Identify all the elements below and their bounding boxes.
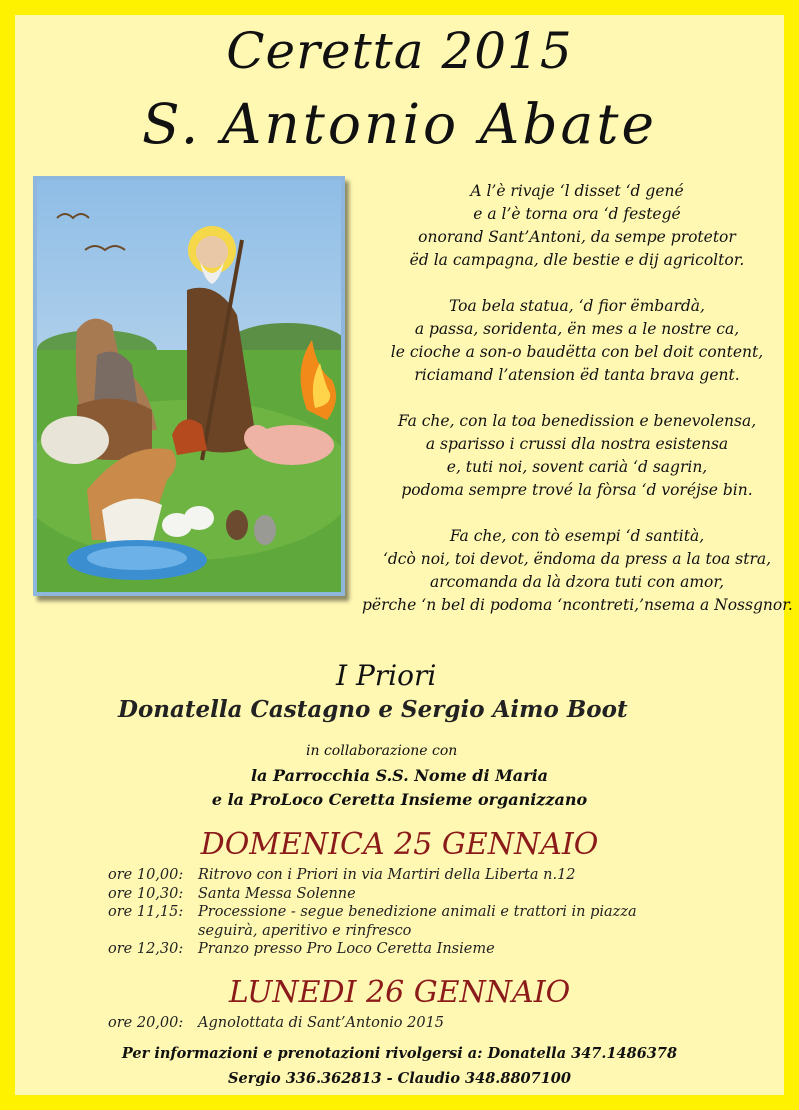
schedule-text-continuation: seguirà, aperitivo e rinfresco	[198, 922, 412, 939]
day2-schedule	[108, 1014, 788, 1033]
schedule-text: Pranzo presso Pro Loco Ceretta Insieme	[198, 941, 495, 957]
organizer-proloco: e la ProLoco Ceretta Insieme organizzano	[211, 790, 588, 809]
schedule-item	[108, 885, 788, 904]
poem	[362, 180, 792, 640]
poem-stanza	[362, 295, 792, 387]
poem-line: riciamand l’atension ëd tanta brava gent.	[414, 366, 740, 384]
poem-line: Fa che, con tò esempi ‘d santità,	[449, 527, 705, 545]
poem-line: ‘dcò noi, toi devot, ëndoma da press a la toa stra,	[382, 550, 772, 568]
poem-line: Fa che, con la toa benedission e benevolensa,	[397, 412, 757, 430]
poem-line: Toa bela statua, ‘d fior ëmbardà,	[449, 297, 705, 315]
poem-line: a sparisso i crussi dla nostra esistensa	[425, 435, 729, 453]
schedule-time: ore 11,15:	[108, 904, 184, 920]
poem-line: onorand Sant’Antoni, da sempe protetor	[418, 228, 736, 246]
poem-stanza	[362, 410, 792, 502]
schedule-time: ore 20,00:	[108, 1015, 184, 1031]
contact-info-line2: Sergio 336.362813 - Claudio 348.8807100	[228, 1070, 571, 1087]
schedule-text: Processione - segue benedizione animali e trattori in piazza	[198, 904, 637, 920]
saint-antonio-illustration	[33, 176, 345, 596]
poem-line: podoma sempre trové la fòrsa ‘d voréjse bin.	[401, 481, 753, 499]
priori-heading: I Priori	[336, 659, 437, 692]
poster-title-year: Ceretta 2015	[226, 22, 573, 80]
poem-stanza	[362, 525, 792, 617]
schedule-item	[108, 866, 788, 885]
poem-line: e a l’è torna ora ‘d festegé	[473, 205, 681, 223]
poem-line: e, tuti noi, sovent carià ‘d sagrin,	[446, 458, 708, 476]
schedule-text: Ritrovo con i Priori in via Martiri della Liberta n.12	[198, 867, 576, 883]
poem-line: le cioche a son-o baudëtta con bel doit content,	[390, 343, 764, 361]
contact-info-line1: Per informazioni e prenotazioni rivolgersi a: Donatella 347.1486378	[121, 1045, 678, 1062]
organizers	[0, 764, 799, 812]
schedule-item	[108, 940, 788, 959]
schedule-item	[108, 903, 788, 922]
poster-title-saint: S. Antonio Abate	[141, 92, 658, 156]
priori-names: Donatella Castagno e Sergio Aimo Boot	[118, 696, 628, 723]
poem-line: a passa, soridenta, ën mes a le nostre ca,	[414, 320, 740, 338]
organizer-parish: la Parrocchia S.S. Nome di Maria	[250, 766, 549, 785]
schedule-time: ore 10,30:	[108, 885, 184, 902]
schedule-text: Santa Messa Solenne	[198, 885, 356, 902]
schedule-text: Agnolottata di Sant’Antonio 2015	[198, 1015, 445, 1031]
poem-line: arcomanda da là dzora tuti con amor,	[429, 573, 725, 591]
collaboration-intro: in collaborazione con	[306, 743, 458, 759]
schedule-item	[108, 1014, 788, 1033]
day1-heading: DOMENICA 25 GENNAIO	[200, 827, 599, 862]
schedule-time: ore 10,00:	[108, 867, 184, 883]
schedule-time: ore 12,30:	[108, 941, 184, 957]
poem-line: A l’è rivaje ‘l disset ‘d gené	[470, 182, 684, 200]
poem-line: përche ‘n bel di podoma ‘ncontreti,’nsema a Nossgnor.	[362, 596, 793, 614]
day1-schedule	[108, 866, 788, 959]
poem-line: ëd la campagna, dle bestie e dij agricoltor.	[409, 251, 745, 269]
day2-heading: LUNEDI 26 GENNAIO	[228, 975, 571, 1010]
poem-stanza	[362, 180, 792, 272]
